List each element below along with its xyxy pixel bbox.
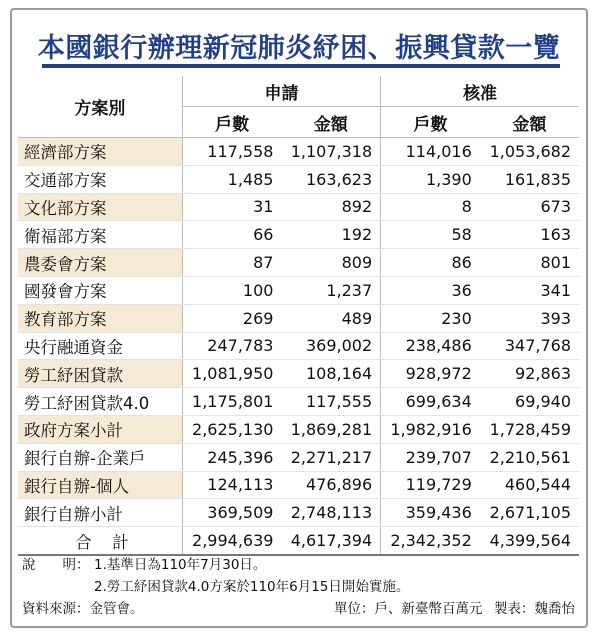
cell-apply-amount: 2,271,217 [281, 443, 380, 471]
column-header-apply-households: 戶數 [182, 107, 281, 138]
row-label: 勞工紓困貸款 [18, 360, 182, 388]
cell-approve-households: 36 [381, 276, 480, 304]
cell-approve-households: 2,342,352 [381, 527, 480, 555]
cell-approve-households: 114,016 [381, 138, 480, 166]
cell-apply-households: 2,625,130 [182, 415, 281, 443]
cell-apply-households: 369,509 [182, 499, 281, 527]
maker-credit: 製表：魏喬怡 [494, 601, 575, 617]
cell-approve-amount: 92,863 [480, 360, 579, 388]
cell-approve-amount: 163 [480, 221, 579, 249]
page-title: 本國銀行辦理新冠肺炎紓困、振興貸款一覽 [37, 33, 561, 64]
cell-approve-households: 8 [381, 193, 480, 221]
column-header-approve-households: 戶數 [381, 107, 480, 138]
cell-apply-households: 66 [182, 221, 281, 249]
cell-apply-amount: 489 [281, 304, 380, 332]
cell-apply-amount: 476,896 [281, 471, 380, 499]
cell-approve-amount: 1,053,682 [480, 138, 579, 166]
row-label: 經濟部方案 [18, 138, 182, 166]
cell-apply-households: 117,558 [182, 138, 281, 166]
cell-apply-households: 1,081,950 [182, 360, 281, 388]
cell-apply-households: 31 [182, 193, 281, 221]
row-label: 央行融通資金 [18, 332, 182, 360]
column-header-apply-amount: 金額 [281, 107, 380, 138]
table-row [18, 499, 579, 527]
table-row [18, 527, 579, 555]
cell-approve-amount: 1,728,459 [480, 415, 579, 443]
row-label: 國發會方案 [18, 276, 182, 304]
cell-apply-amount: 1,869,281 [281, 415, 380, 443]
notes-label: 說 明： [22, 557, 90, 573]
table-body [18, 138, 579, 555]
cell-approve-households: 58 [381, 221, 480, 249]
header-row-groups [18, 76, 579, 107]
cell-apply-households: 100 [182, 276, 281, 304]
title-underline [42, 64, 560, 68]
cell-approve-amount: 460,544 [480, 471, 579, 499]
table-row [18, 193, 579, 221]
cell-apply-amount: 369,002 [281, 332, 380, 360]
cell-apply-amount: 117,555 [281, 388, 380, 416]
column-group-approve: 核准 [381, 76, 579, 107]
cell-approve-households: 928,972 [381, 360, 480, 388]
cell-approve-households: 1,390 [381, 165, 480, 193]
table-row [18, 471, 579, 499]
cell-apply-households: 269 [182, 304, 281, 332]
cell-approve-amount: 4,399,564 [480, 527, 579, 555]
table-row [18, 360, 579, 388]
cell-apply-amount: 892 [281, 193, 380, 221]
table-row [18, 249, 579, 277]
table-row [18, 443, 579, 471]
cell-approve-amount: 161,835 [480, 165, 579, 193]
loan-table [18, 76, 579, 556]
row-label: 文化部方案 [18, 193, 182, 221]
note-2: 2.勞工紓困貸款4.0方案於110年6月15日開始實施。 [94, 579, 410, 595]
column-header-approve-amount: 金額 [480, 107, 579, 138]
table-row [18, 415, 579, 443]
cell-approve-households: 1,982,916 [381, 415, 480, 443]
row-label: 政府方案小計 [18, 415, 182, 443]
cell-approve-amount: 2,671,105 [480, 499, 579, 527]
cell-apply-households: 87 [182, 249, 281, 277]
source-note: 資料來源：金管會。 [22, 601, 144, 617]
row-label: 勞工紓困貸款4.0 [18, 388, 182, 416]
cell-approve-households: 230 [381, 304, 480, 332]
cell-apply-households: 1,175,801 [182, 388, 281, 416]
note-1: 1.基準日為110年7月30日。 [94, 557, 267, 573]
cell-approve-amount: 2,210,561 [480, 443, 579, 471]
cell-approve-households: 239,707 [381, 443, 480, 471]
cell-apply-amount: 809 [281, 249, 380, 277]
cell-apply-households: 124,113 [182, 471, 281, 499]
cell-approve-households: 699,634 [381, 388, 480, 416]
cell-apply-households: 1,485 [182, 165, 281, 193]
table-row [18, 388, 579, 416]
cell-approve-households: 119,729 [381, 471, 480, 499]
cell-approve-amount: 69,940 [480, 388, 579, 416]
row-label: 衛福部方案 [18, 221, 182, 249]
row-label: 農委會方案 [18, 249, 182, 277]
cell-approve-amount: 673 [480, 193, 579, 221]
unit-note: 單位：戶、新臺幣百萬元 [334, 601, 483, 617]
cell-approve-amount: 801 [480, 249, 579, 277]
table-row [18, 165, 579, 193]
cell-apply-amount: 4,617,394 [281, 527, 380, 555]
row-label: 合 計 [18, 527, 182, 555]
cell-apply-households: 245,396 [182, 443, 281, 471]
row-label: 銀行自辦-企業戶 [18, 443, 182, 471]
row-label: 交通部方案 [18, 165, 182, 193]
cell-apply-households: 247,783 [182, 332, 281, 360]
cell-approve-amount: 347,768 [480, 332, 579, 360]
table-row [18, 332, 579, 360]
cell-approve-amount: 341 [480, 276, 579, 304]
cell-apply-households: 2,994,639 [182, 527, 281, 555]
table-row [18, 304, 579, 332]
column-group-apply: 申請 [182, 76, 380, 107]
cell-apply-amount: 2,748,113 [281, 499, 380, 527]
cell-approve-households: 238,486 [381, 332, 480, 360]
column-header-scheme: 方案別 [18, 76, 182, 138]
cell-apply-amount: 192 [281, 221, 380, 249]
cell-approve-households: 359,436 [381, 499, 480, 527]
cell-apply-amount: 108,164 [281, 360, 380, 388]
table-row [18, 276, 579, 304]
row-label: 銀行自辦小計 [18, 499, 182, 527]
cell-approve-households: 86 [381, 249, 480, 277]
table-row [18, 138, 579, 166]
row-label: 銀行自辦-個人 [18, 471, 182, 499]
cell-apply-amount: 1,237 [281, 276, 380, 304]
cell-apply-amount: 163,623 [281, 165, 380, 193]
cell-approve-amount: 393 [480, 304, 579, 332]
cell-apply-amount: 1,107,318 [281, 138, 380, 166]
table-row [18, 221, 579, 249]
row-label: 教育部方案 [18, 304, 182, 332]
